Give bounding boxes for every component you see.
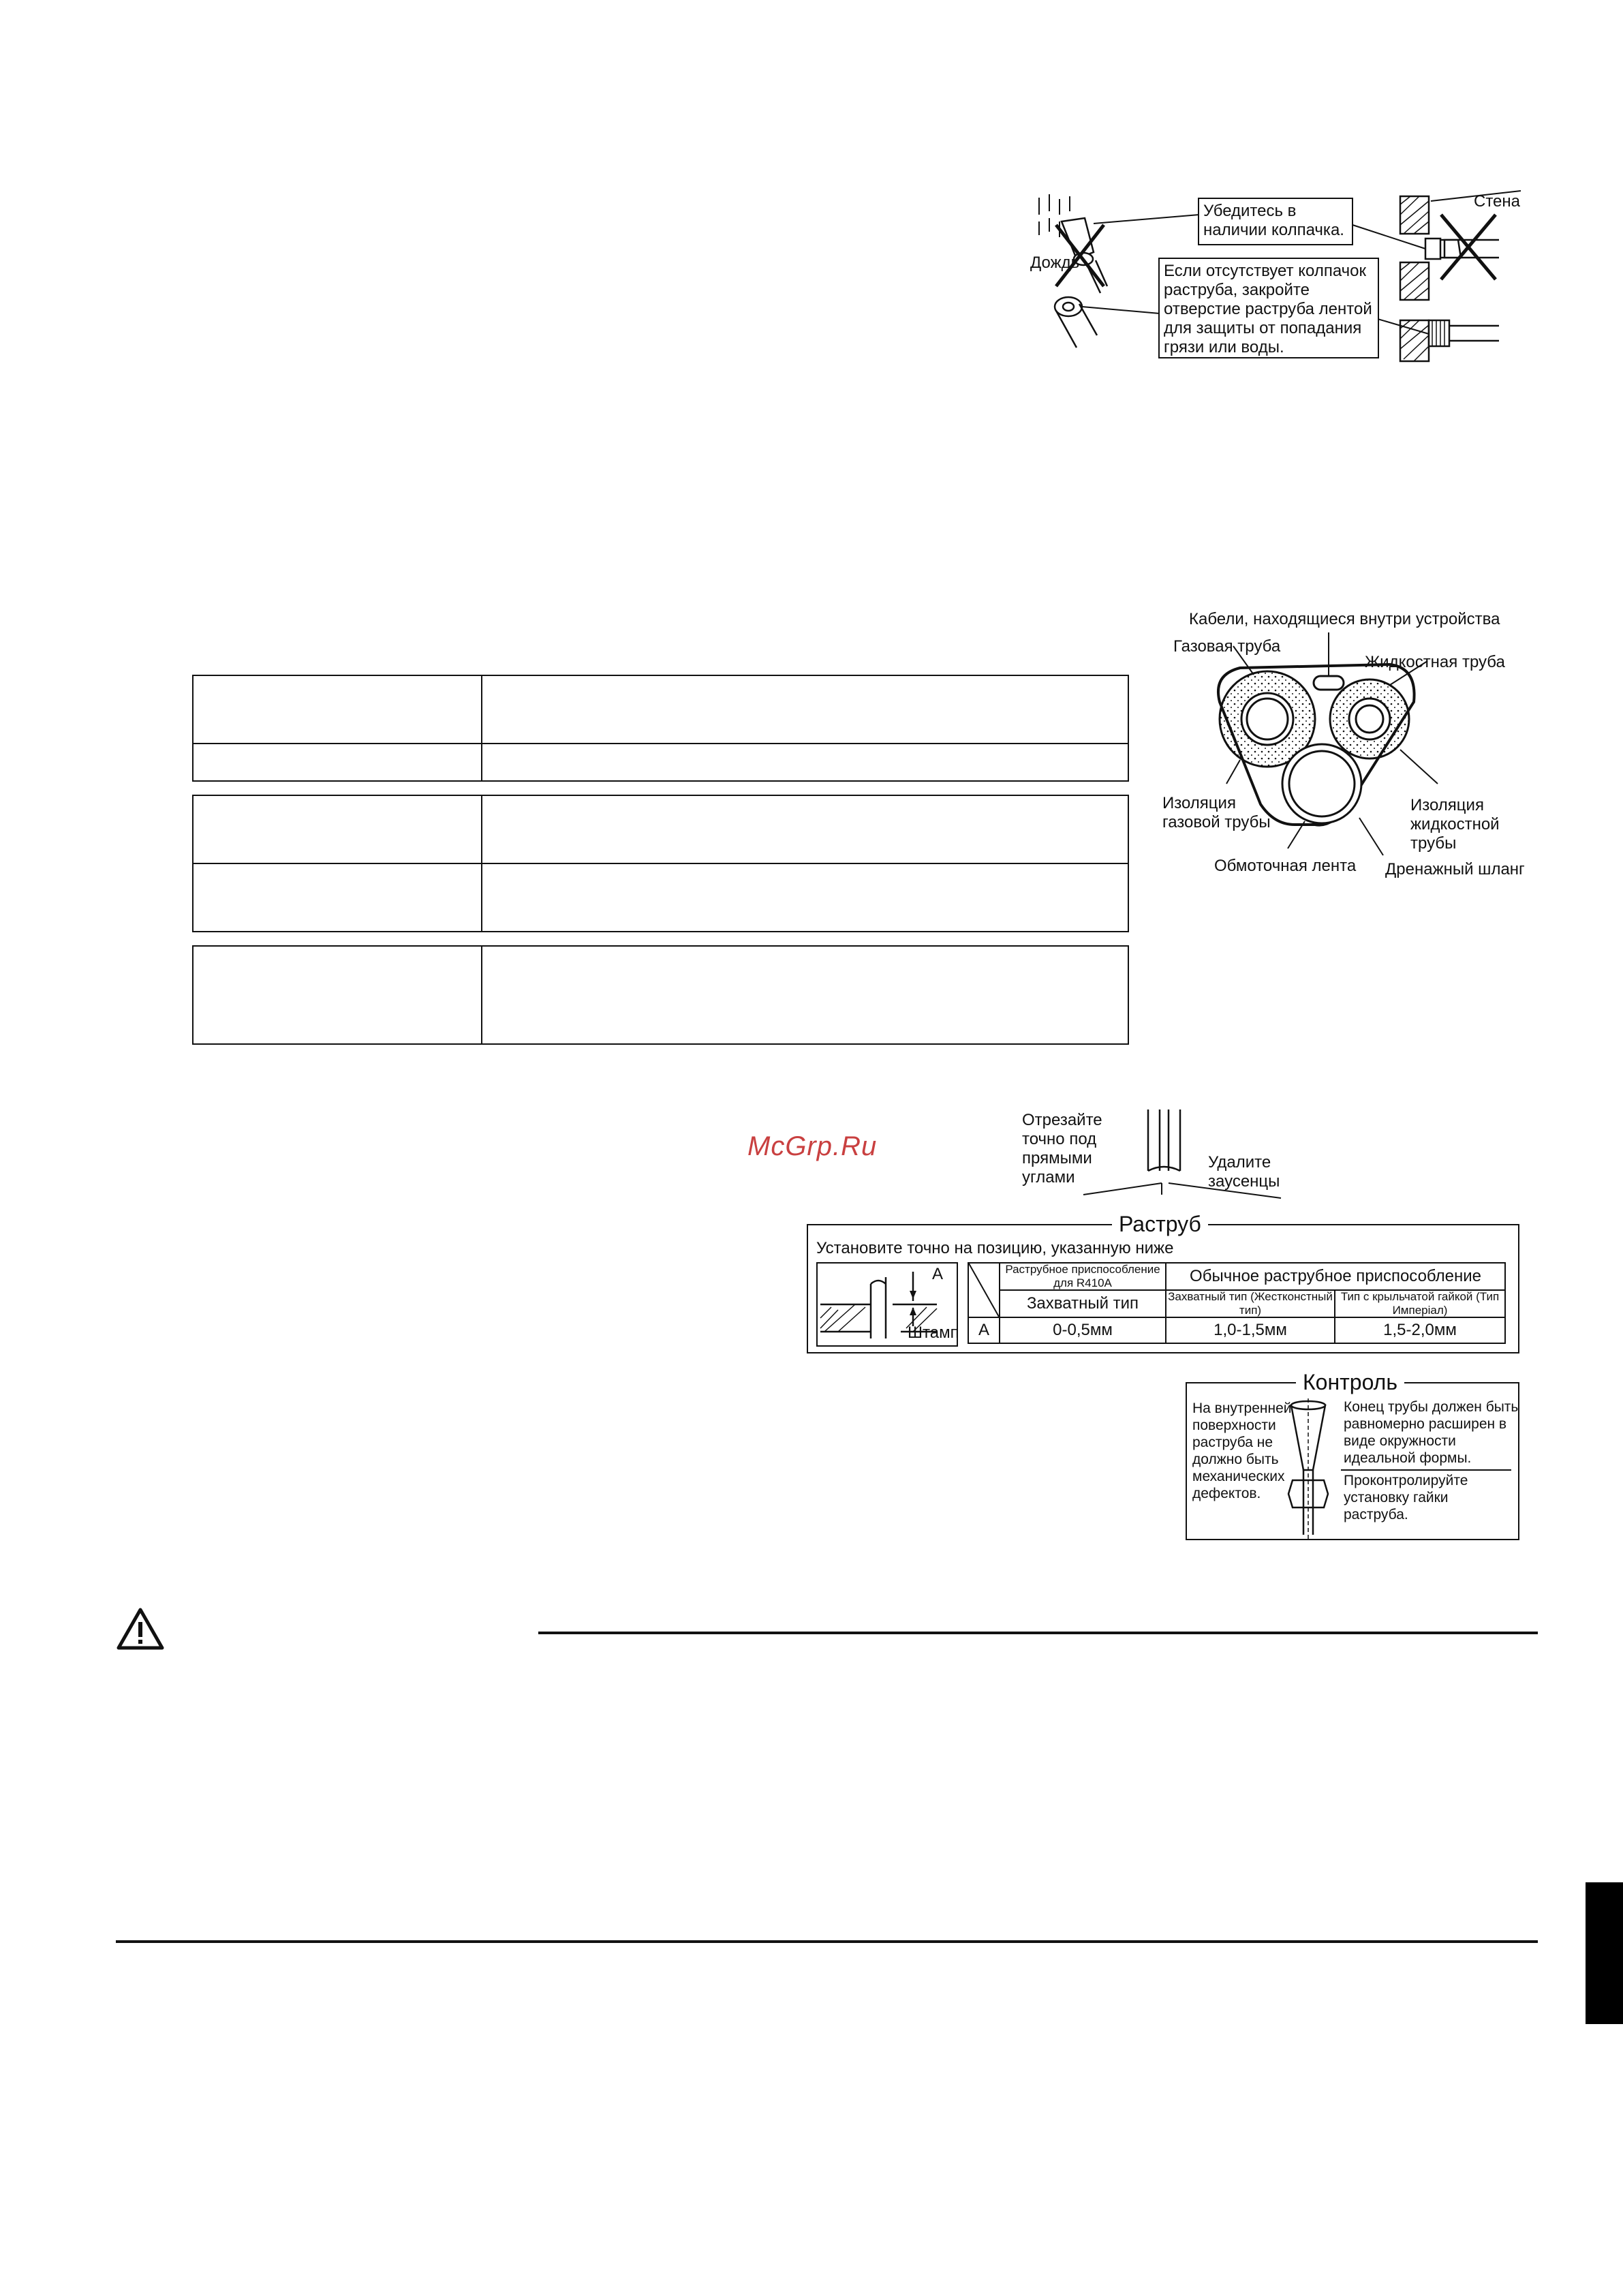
control-left-line3: раструба не: [1192, 1435, 1273, 1450]
col-ordinary: Обычное раструбное приспособление: [1165, 1262, 1506, 1291]
flare-box: [807, 1212, 1519, 1353]
page-edge-tab: [1586, 1882, 1623, 2024]
check-cap-line1: Убедитесь в: [1203, 202, 1297, 220]
stamp-label: Штамп: [908, 1323, 959, 1342]
control-right-line1: Конец трубы должен быть: [1344, 1399, 1519, 1415]
row-head-3: Тип с крыльчатой гайкой (Тип Имперіал): [1334, 1289, 1506, 1318]
control-left-line1: На внутренней: [1192, 1400, 1292, 1416]
page-bottom-rule: [116, 1940, 1538, 1943]
gas-pipe-label: Газовая труба: [1173, 637, 1281, 656]
stamp-dimension-label: A: [932, 1265, 944, 1283]
value-1: 0-0,5мм: [999, 1317, 1166, 1344]
caution-rule: [538, 1632, 1538, 1634]
no-cap-line1: Если отсутствует колпачок: [1164, 262, 1366, 280]
cut-line2: точно под: [1022, 1130, 1097, 1148]
table-cell: [193, 946, 482, 1044]
row-label: A: [968, 1317, 1000, 1344]
gas-insulation-line2: газовой трубы: [1162, 813, 1271, 831]
control-right-line4: идеальной формы.: [1344, 1450, 1472, 1466]
liquid-insulation-line2: жидкостной: [1410, 815, 1500, 833]
control-title: Контроль: [1296, 1370, 1404, 1394]
table-cell: [482, 795, 1128, 863]
flare-title: Раструб: [1112, 1212, 1208, 1236]
rain-label: Дождь: [1030, 254, 1080, 272]
no-cap-line5: грязи или воды.: [1164, 338, 1284, 356]
control-right-line6: установку гайки: [1344, 1490, 1449, 1505]
cut-line1: Отрезайте: [1022, 1111, 1102, 1129]
control-right-line7: раструба.: [1344, 1507, 1408, 1522]
row-head-1: Захватный тип: [999, 1289, 1166, 1318]
callout-no-cap: [1158, 258, 1379, 358]
control-left-line6: дефектов.: [1192, 1486, 1261, 1501]
control-divider: [1341, 1469, 1511, 1471]
wall-label: Стена: [1474, 192, 1521, 211]
table-corner: [968, 1262, 1000, 1318]
control-right-line2: равномерно расширен в: [1344, 1416, 1507, 1432]
cables-label: Кабели, находящиеся внутри устройства: [1189, 610, 1500, 628]
stamp-figure: [816, 1262, 958, 1347]
control-right-line5: Проконтролируйте: [1344, 1473, 1468, 1488]
control-flare-drawing: [1286, 1398, 1333, 1542]
gas-insulation-line1: Изоляция: [1162, 794, 1236, 812]
burr-line1: Удалите: [1208, 1153, 1271, 1172]
row-head-2: Захватный тип (Жестконстный тип): [1165, 1289, 1335, 1318]
control-left-line4: должно быть: [1192, 1452, 1279, 1467]
table-cell: [482, 863, 1128, 932]
table-cell: [482, 744, 1128, 781]
flare-instruction: Установите точно на позицию, указанную ниже: [816, 1239, 1174, 1257]
table-cell: [193, 744, 482, 781]
table-cell: [193, 675, 482, 744]
table-cell: [482, 946, 1128, 1044]
tape-label: Обмоточная лента: [1214, 857, 1357, 875]
no-cap-line3: отверстие раструба лентой: [1164, 300, 1372, 318]
table-1: [192, 675, 1129, 782]
drain-label: Дренажный шланг: [1385, 860, 1525, 878]
check-cap-line2: наличии колпачка.: [1203, 221, 1344, 239]
control-left-line2: поверхности: [1192, 1418, 1276, 1433]
control-left-line5: механических: [1192, 1469, 1285, 1484]
value-2: 1,0-1,5мм: [1165, 1317, 1335, 1344]
liquid-pipe-label: Жидкостная труба: [1365, 653, 1505, 671]
callout-check-cap: [1198, 198, 1353, 245]
table-2: [192, 795, 1129, 932]
table-3: [192, 945, 1129, 1045]
control-box: [1186, 1370, 1519, 1540]
cut-line3: прямыми: [1022, 1149, 1092, 1167]
control-right-line3: виде окружности: [1344, 1433, 1456, 1449]
table-cell: [193, 795, 482, 863]
liquid-insulation-line1: Изоляция: [1410, 796, 1484, 814]
liquid-insulation-line3: трубы: [1410, 834, 1457, 853]
no-cap-line4: для защиты от попадания: [1164, 319, 1362, 337]
table-cell: [482, 675, 1128, 744]
col-r410a: Раструбное приспособление для R410A: [999, 1262, 1166, 1291]
watermark: McGrp.Ru: [747, 1131, 878, 1161]
table-cell: [193, 863, 482, 932]
burr-line2: заусенцы: [1208, 1172, 1280, 1191]
no-cap-line2: раструба, закройте: [1164, 281, 1310, 299]
cut-line4: углами: [1022, 1168, 1075, 1187]
value-3: 1,5-2,0мм: [1334, 1317, 1506, 1344]
warning-icon: [116, 1607, 165, 1651]
